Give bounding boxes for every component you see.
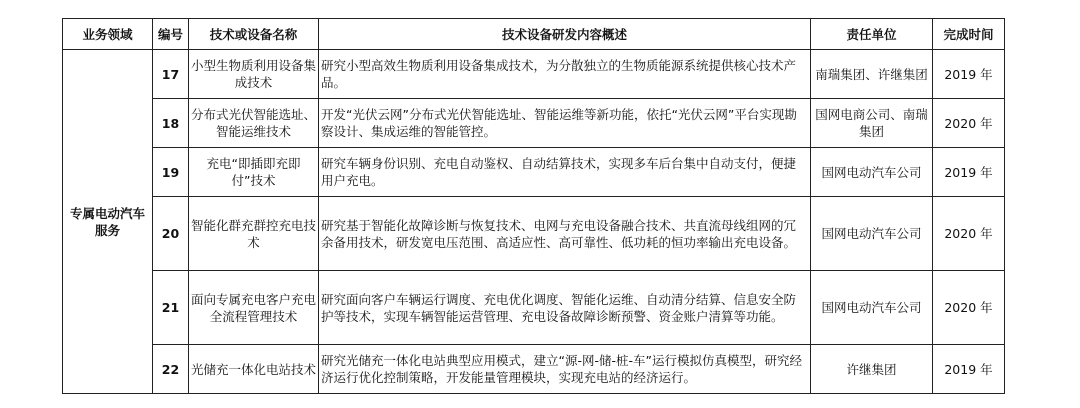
responsible-unit: 国网电动汽车公司: [811, 148, 933, 197]
header-responsible-unit: 责任单位: [811, 19, 933, 50]
completion-time: 2019 年: [933, 50, 1005, 99]
responsible-unit: 南瑞集团、许继集团: [811, 50, 933, 99]
header-number: 编号: [153, 19, 189, 50]
tech-description: 研究车辆身份识别、充电自动鉴权、自动结算技术，实现多车后台集中自动支付，便捷用户充电。: [319, 148, 811, 197]
row-number: 22: [153, 345, 189, 394]
tech-name: 光储充一体化电站技术: [189, 345, 319, 394]
row-number: 20: [153, 197, 189, 271]
completion-time: 2020 年: [933, 271, 1005, 345]
header-domain: 业务领域: [63, 19, 153, 50]
header-tech-name: 技术或设备名称: [189, 19, 319, 50]
completion-time: 2019 年: [933, 345, 1005, 394]
table-row: [63, 99, 1005, 148]
responsible-unit: 国网电商公司、南瑞集团: [811, 99, 933, 148]
tech-description: 研究光储充一体化电站典型应用模式，建立“源-网-储-桩-车”运行模拟仿真模型，研究经济运行优化控制策略，开发能量管理模块，实现充电站的经济运行。: [319, 345, 811, 394]
table-row: [63, 271, 1005, 345]
row-number: 18: [153, 99, 189, 148]
completion-time: 2020 年: [933, 197, 1005, 271]
row-number: 19: [153, 148, 189, 197]
tech-name: 小型生物质利用设备集成技术: [189, 50, 319, 99]
tech-plan-table: [62, 18, 1005, 394]
tech-description: 研究基于智能化故障诊断与恢复技术、电网与充电设备融合技术、共直流母线组网的冗余备用技术，研发宽电压范围、高适应性、高可靠性、低功耗的恒功率输出充电设备。: [319, 197, 811, 271]
table-container: [62, 18, 1005, 394]
row-number: 21: [153, 271, 189, 345]
header-row: [63, 19, 1005, 50]
table-row: [63, 345, 1005, 394]
responsible-unit: 国网电动汽车公司: [811, 197, 933, 271]
tech-name: 智能化群充群控充电技术: [189, 197, 319, 271]
tech-description: 研究面向客户车辆运行调度、充电优化调度、智能化运维、自动清分结算、信息安全防护等技术，实现车辆智能运营管理、充电设备故障诊断预警、资金账户清算等功能。: [319, 271, 811, 345]
header-overview: 技术设备研发内容概述: [319, 19, 811, 50]
completion-time: 2019 年: [933, 148, 1005, 197]
row-number: 17: [153, 50, 189, 99]
table-row: [63, 50, 1005, 99]
responsible-unit: 许继集团: [811, 345, 933, 394]
tech-name: 充电“即插即充即付”技术: [189, 148, 319, 197]
table-row: [63, 197, 1005, 271]
table-row: [63, 148, 1005, 197]
header-completion-time: 完成时间: [933, 19, 1005, 50]
domain-cell: 专属电动汽车服务: [63, 50, 153, 394]
tech-description: 开发“光伏云网”分布式光伏智能选址、智能运维等新功能，依托“光伏云网”平台实现勘察设计、集成运维的智能管控。: [319, 99, 811, 148]
completion-time: 2020 年: [933, 99, 1005, 148]
tech-name: 面向专属充电客户充电全流程管理技术: [189, 271, 319, 345]
responsible-unit: 国网电动汽车公司: [811, 271, 933, 345]
tech-name: 分布式光伏智能选址、智能运维技术: [189, 99, 319, 148]
tech-description: 研究小型高效生物质利用设备集成技术，为分散独立的生物质能源系统提供核心技术产品。: [319, 50, 811, 99]
